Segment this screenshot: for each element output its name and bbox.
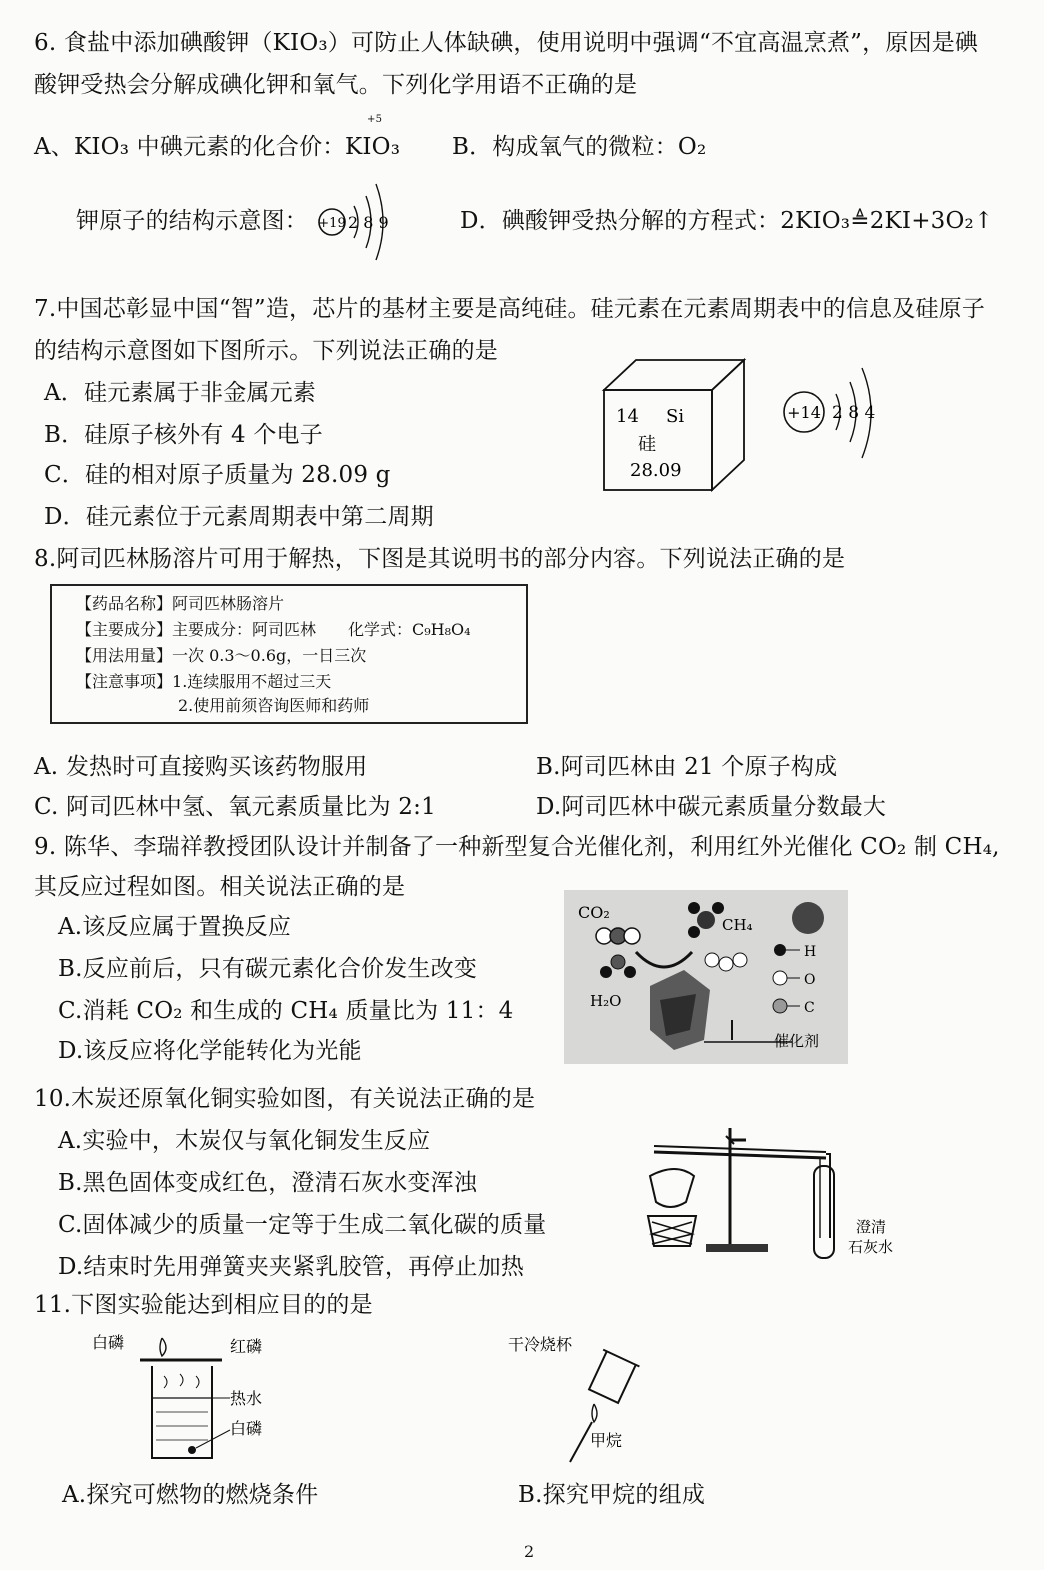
fig-cold-beaker: 干冷烧杯 [508,1335,573,1354]
q7-option-c: C．硅的相对原子质量为 28.09 g [44,462,391,488]
q7-option-a: A．硅元素属于非金属元素 [44,380,317,406]
si-number: 14 [616,406,639,427]
fig-h-legend: H [804,944,817,960]
q10-line1: 10.木炭还原氧化铜实验如图，有关说法正确的是 [34,1086,536,1112]
fig-white-phosphorus-1: 白磷 [92,1333,125,1352]
q6-line1: 6. 食盐中添加碘酸钾（KIO₃）可防止人体缺碘，使用说明中强调“不宜高温烹煮”，原因是碘 [34,30,979,56]
charcoal-reduction-apparatus [630,1118,914,1268]
q11-option-b: B.探究甲烷的组成 [518,1482,706,1508]
si-shells: 2 8 4 [832,403,876,423]
combustion-beaker-figure [80,1326,290,1466]
limewater-label-1: 澄清 [856,1218,887,1236]
q8-option-a: A. 发热时可直接购买该药物服用 [34,754,368,780]
note-row-4: 【注意事项】1.连续服用不超过三天 [76,672,332,691]
q9-option-c: C.消耗 CO₂ 和生成的 CH₄ 质量比为 11：4 [58,998,514,1024]
note-row-5: 2.使用前须咨询医师和药师 [178,696,370,715]
q6-option-c: 钾原子的结构示意图： [76,208,308,234]
k-shells: 2 8 9 [348,213,389,232]
si-symbol: Si [666,406,685,427]
q6-valence: +5 [367,114,383,125]
q9-option-b: B.反应前后，只有碳元素化合价发生改变 [58,956,478,982]
q6-line2: 酸钾受热会分解成碘化钾和氧气。下列化学用语不正确的是 [34,72,638,98]
q6-option-a: A、KIO₃ 中碘元素的化合价： [34,134,346,160]
q7-option-d: D．硅元素位于元素周期表中第二周期 [44,504,434,530]
si-name: 硅 [638,434,656,455]
note-row-1: 【药品名称】阿司匹林肠溶片 [76,594,285,613]
fig-co2-label: CO₂ [578,903,610,922]
q6-option-b: B．构成氧气的微粒：O₂ [452,134,707,160]
q10-option-c: C.固体减少的质量一定等于生成二氧化碳的质量 [58,1212,547,1238]
q11-line1: 11.下图实验能达到相应目的的是 [34,1292,373,1318]
q10-option-d: D.结束时先用弹簧夹夹紧乳胶管，再停止加热 [58,1254,525,1280]
fig-c-legend: C [804,1000,815,1016]
silicon-atom-diagram [782,362,894,468]
fig-red-phosphorus: 红磷 [230,1337,263,1356]
q11-option-a: A.探究可燃物的燃烧条件 [62,1482,319,1508]
fig-hot-water: 热水 [230,1389,263,1408]
note-row-2: 【主要成分】主要成分：阿司匹林 化学式：C₉H₈O₄ [76,620,471,639]
fig-methane-label: 甲烷 [590,1431,623,1450]
q10-option-a: A.实验中，木炭仅与氧化铜发生反应 [58,1128,431,1154]
fig-h2o-label: H₂O [590,992,622,1010]
fig-o-legend: O [804,972,816,988]
q8-option-b: B.阿司匹林由 21 个原子构成 [536,754,838,780]
q8-option-c: C. 阿司匹林中氢、氧元素质量比为 2:1 [34,794,436,820]
silicon-element-cell [598,356,750,496]
fig-catalyst-label: 催化剂 [774,1032,820,1050]
potassium-atom-diagram [312,178,392,266]
page-number: 2 [524,1542,535,1561]
q9-line1: 9. 陈华、李瑞祥教授团队设计并制备了一种新型复合光催化剂，利用红外光催化 CO₂ 制 CH₄, [34,834,1000,860]
q7-option-b: B．硅原子核外有 4 个电子 [44,422,323,448]
q6-formula: KIO₃ [345,134,401,160]
q7-line2: 的结构示意图如下图所示。下列说法正确的是 [34,338,498,364]
methane-beaker-figure [500,1326,660,1466]
fig-white-phosphorus-2: 白磷 [230,1419,263,1438]
si-nucleus: +14 [787,403,821,422]
note-row-3: 【用法用量】一次 0.3～0.6g，一日三次 [76,646,367,665]
q9-option-d: D.该反应将化学能转化为光能 [58,1038,362,1064]
k-nucleus: +19 [318,216,346,231]
fig-ch4-label: CH₄ [722,916,753,934]
q7-line1: 7.中国芯彰显中国“智”造，芯片的基材主要是高纯硅。硅元素在元素周期表中的信息及硅原子 [34,296,986,322]
q8-option-d: D.阿司匹林中碳元素质量分数最大 [536,794,887,820]
limewater-label-2: 石灰水 [848,1238,894,1256]
q10-option-b: B.黑色固体变成红色，澄清石灰水变浑浊 [58,1170,478,1196]
q6-option-d: D．碘酸钾受热分解的方程式：2KIO₃≜2KI+3O₂↑ [460,208,994,234]
q9-line2: 其反应过程如图。相关说法正确的是 [34,874,406,900]
q9-option-a: A.该反应属于置换反应 [58,914,292,940]
q8-line1: 8.阿司匹林肠溶片可用于解热，下图是其说明书的部分内容。下列说法正确的是 [34,546,846,572]
photocatalysis-figure [564,890,848,1064]
si-mass: 28.09 [630,460,682,481]
